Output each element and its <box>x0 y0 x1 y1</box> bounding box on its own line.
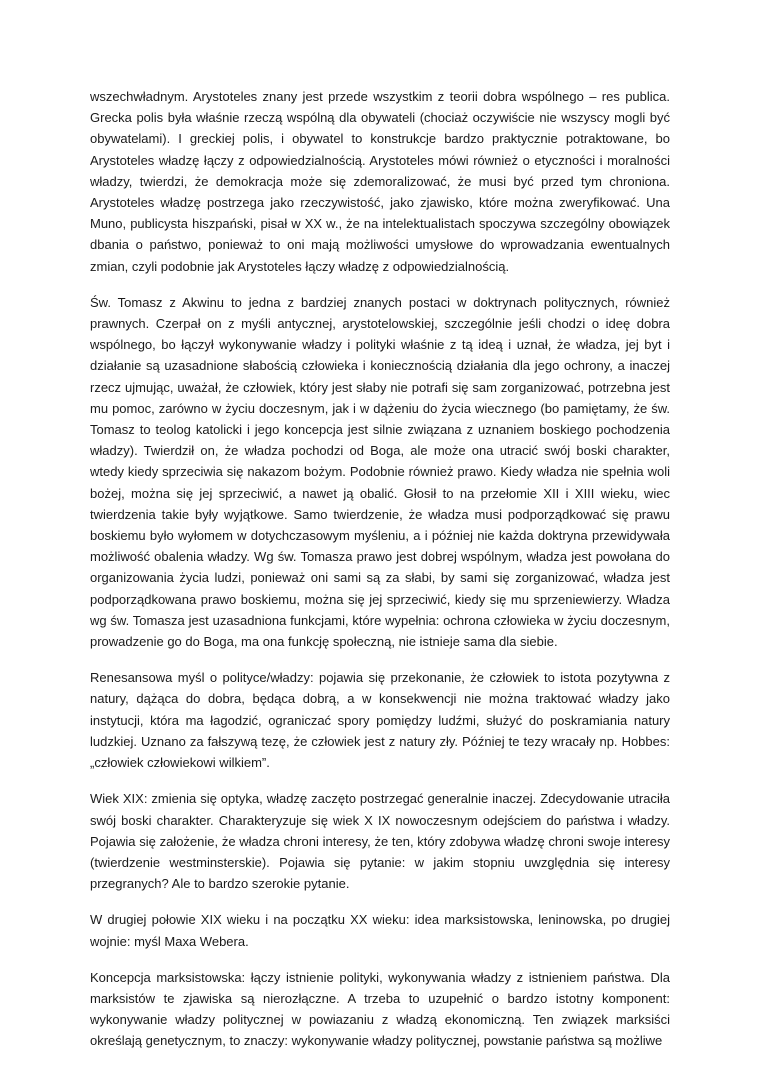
paragraph-late-19th-20th-century: W drugiej połowie XIX wieku i na początku XX wieku: idea marksistowska, leninowska, po drugiej wojnie: myśl Maxa Webera. <box>90 912 670 949</box>
document-page <box>90 86 670 1067</box>
paragraph-marxist-concept: Koncepcja marksistowska: łączy istnienie polityki, wykonywania władzy z istnieniem państwa. Dla marksistów te zjawiska są nierozłączne. A trzeba to uzupełnić o bardzo istotny komponent: wykonywanie władzy politycznej w powiazaniu z władzą ekonomiczną. Ten związek marksiści określają genetycznym, to znaczy: wykonywanie władzy politycznej, powstanie państwa są możliwe <box>90 969 670 1049</box>
paragraph-renaissance: Renesansowa myśl o polityce/władzy: pojawia się przekonanie, że człowiek to istota pozytywna z natury, dążąca do dobra, będąca dobrą, a w konsekwencji nie można traktować władzy jako instytucji, która ma łagodzić, ograniczać spory pomiędzy ludźmi, służyć do poskramiania natury ludzkiej. Uznano za fałszywą tezę, że człowiek jest z natury zły. Później te tezy wracały np. Hobbes: „człowiek człowiekowi wilkiem”. <box>90 670 670 771</box>
paragraph-aristotle: wszechwładnym. Arystoteles znany jest przede wszystkim z teorii dobra wspólnego – res publica. Grecka polis była właśnie rzeczą wspólną dla obywateli (chociaż oczywiście nie wszyscy mogli być obywatelami). I greckiej polis, i obywatel to konstrukcje bardzo praktycznie potraktowane, bo Arystoteles władzę łączy z odpowiedzialnością. Arystoteles mówi również o etyczności i moralności władzy, twierdzi, że demokracja może się zdemoralizować, że musi być przed tym chroniona. Arystoteles władzę postrzega jako rzeczywistość, jako zjawisko, które można zweryfikować. Una Muno, publicysta hiszpański, pisał w XX w., że na intelektualistach spoczywa szczególny obowiązek dbania o państwo, ponieważ to oni mają możliwości umysłowe do wprowadzania ewentualnych zmian, czyli podobnie jak Arystoteles łączy władzę z odpowiedzialnością. <box>90 89 670 274</box>
paragraph-aquinas: Św. Tomasz z Akwinu to jedna z bardziej znanych postaci w doktrynach politycznych, również prawnych. Czerpał on z myśli antycznej, arystotelowskiej, szczególnie jeśli chodzi o ideę dobra wspólnego, bo łączył wykonywanie władzy i polityki właśnie z tą ideą i uznał, że władza, jej byt i działanie są uzasadnione słabością człowieka i koniecznością działania dla jego ochrony, a inaczej rzecz ujmując, uważał, że człowiek, który jest słaby nie potrafi się sam zorganizować, potrzebna jest mu pomoc, zarówno w życiu doczesnym, jak i w dążeniu do życia wiecznego (bo pamiętamy, że św. Tomasz to teolog katolicki i jego koncepcja jest silnie związana z uznaniem boskiego pochodzenia władzy). Twierdził on, że władza pochodzi od Boga, ale może ona utracić swój boski charakter, wtedy kiedy sprzeciwia się nakazom bożym. Podobnie również prawo. Kiedy władza nie spełnia woli bożej, można się jej sprzeciwić, a nawet ją obalić. Głosił to na przełomie XII i XIII wieku, wiec twierdzenia takie były wyjątkowe. Samo twierdzenie, że władza musi podporządkować się prawu boskiemu było wyłomem w dotychczasowym myśleniu, a i później nie każda doktryna przewidywała możliwość obalenia władzy. Wg św. Tomasza prawo jest dobrej wspólnym, władza jest powołana do organizowania życia ludzi, ponieważ oni sami są za słabi, by sami się zorganizować, władza jest podporządkowana prawo boskiemu, można się jej sprzeciwić, kiedy się mu sprzeniewierzy. Władza wg św. Tomasza jest uzasadniona funkcjami, które wypełnia: ochrona człowieka w życiu doczesnym, prowadzenie go do Boga, ma ona funkcję społeczną, nie istnieje sama dla siebie. <box>90 294 670 650</box>
paragraph-19th-century: Wiek XIX: zmienia się optyka, władzę zaczęto postrzegać generalnie inaczej. Zdecydowanie utraciła swój boski charakter. Charakteryzuje się wiek X IX nowoczesnym odejściem do państwa i władzy. Pojawia się założenie, że władza chroni interesy, że ten, który zdobywa władzę chroni swoje interesy (twierdzenie westminsterskie). Pojawia się pytanie: w jakim stopniu uwzględnia się interesy przegranych? Ale to bardzo szerokie pytanie. <box>90 791 670 892</box>
